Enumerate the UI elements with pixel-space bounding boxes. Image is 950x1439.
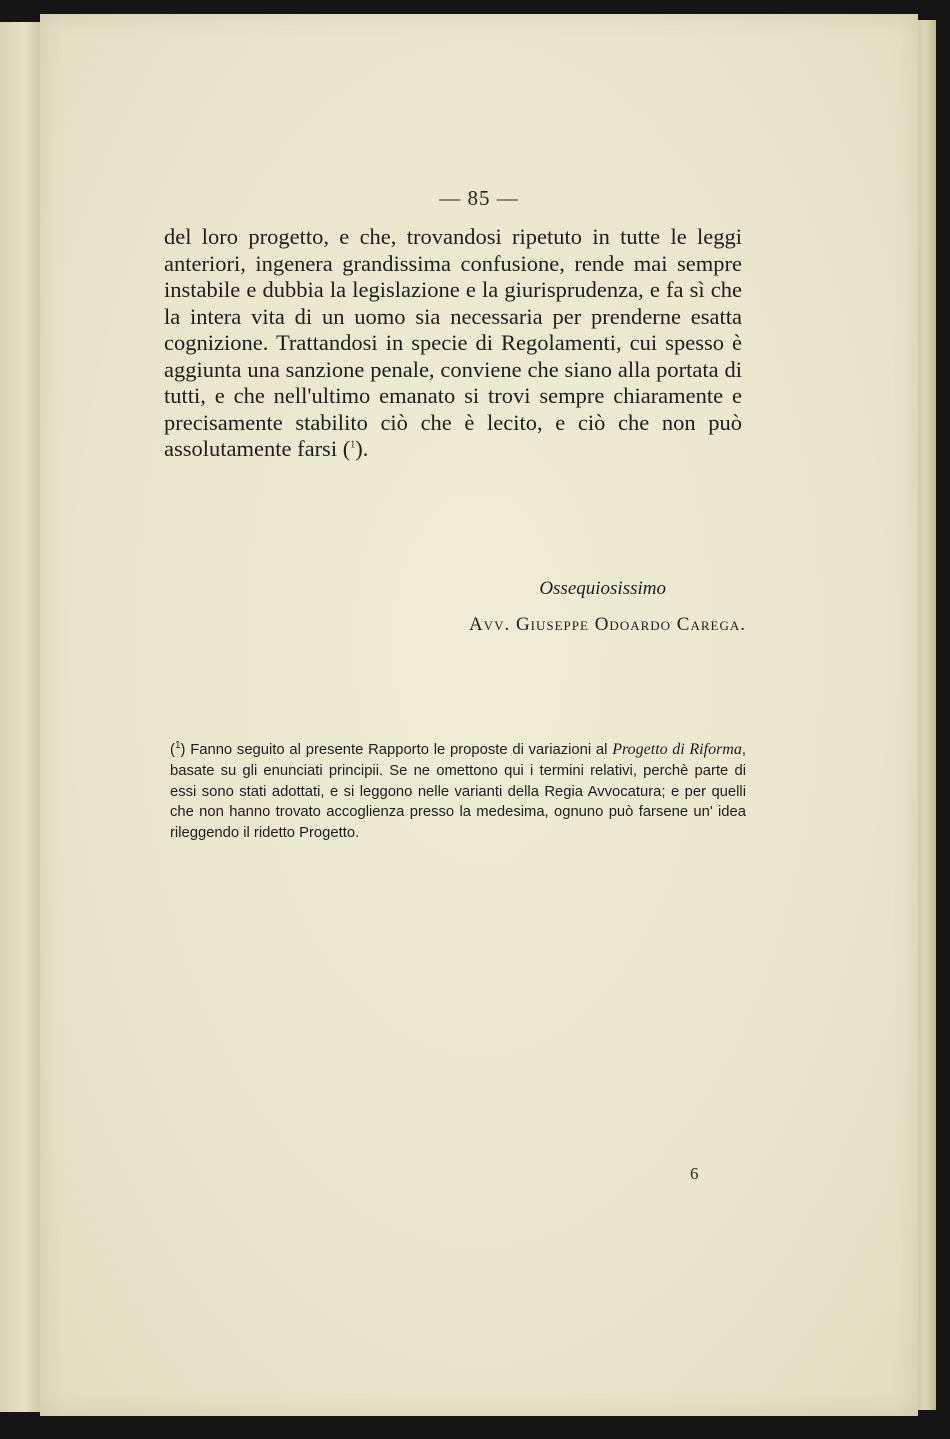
- footnote-marker: 1: [174, 740, 181, 752]
- left-page-edge: [0, 22, 41, 1412]
- page-number: — 85 —: [439, 186, 519, 210]
- signature-mark: 6: [690, 1164, 699, 1183]
- body-paragraph-text: del loro progetto, e che, trovandosi ripetuto in tutte le leggi anteriori, ingenera grandissima confusione, rende mai sempre instabile e dubbia la legislazione e la giurisprudenza, e fa sì che la intera vita di un uomo sia necessaria per prenderne esatta cognizione. Trattandosi in specie di Regolamenti, cui spesso è aggiunta una sanzione penale, conviene che siano alla portata di tutti, e che nell'ultimo emanato si trovi sempre chiaramente e precisamente stabilito ciò che è lecito, e ciò che non può assolutamente farsi ($^1$).: [164, 224, 742, 461]
- signature: Avv. Giuseppe Odoardo Carega.: [468, 614, 746, 635]
- body-paragraph: [164, 224, 742, 463]
- footnote-text-start: Fanno seguito al presente Rapporto le proposte di variazioni al: [190, 742, 608, 758]
- salutation: Ossequiosissimo: [539, 578, 666, 599]
- book-page: [40, 14, 918, 1416]
- body-text: del loro progetto, e che, trovandosi ripetuto in tutte le leggi anteriori, ingenera grandissima confusione, rende mai sempre instabile e dubbia la legislazione e la giurisprudenza, e fa sì che la intera vita di un uomo sia necessaria per prenderne esatta cognizione. Trattandosi in specie di Regolamenti, cui spesso è aggiunta una sanzione penale, conviene che siano alla portata di tutti, e che nell'ultimo emanato si trovi sempre chiaramente e precisamente stabilito ciò che è lecito, e ciò che non può assolutamente farsi: [164, 224, 742, 461]
- footnote: ($^1$) Fanno seguito al presente Rapporto le proposte di variazioni al Progetto di Riforma, basate su gli enunciati principii. Se ne omettono qui i termini relativi, perchè parte di essi sono stati adottati, e si leggono nelle varianti della Regia Avvocatura; e per quelli che non hanno trovato accoglienza presso la medesima, ognuno può farsene un' idea rileggendo il ridetto Progetto.: [170, 740, 746, 842]
- body-end-punctuation: .: [362, 436, 369, 461]
- body-footnote-reference: 1: [350, 439, 356, 451]
- footnote-italic-title: Progetto di Riforma: [612, 741, 742, 758]
- footnote-text-end: , basate su gli enunciati principii. Se ne omettono qui i termini relativi, perchè parte di essi sono stati adottati, e si leggono nelle varianti della Regia Avvocatura; e per quelli che non hanno trovato accoglienza presso la medesima, ognuno può farsene un' idea rileggendo il ridetto Progetto.: [170, 742, 746, 842]
